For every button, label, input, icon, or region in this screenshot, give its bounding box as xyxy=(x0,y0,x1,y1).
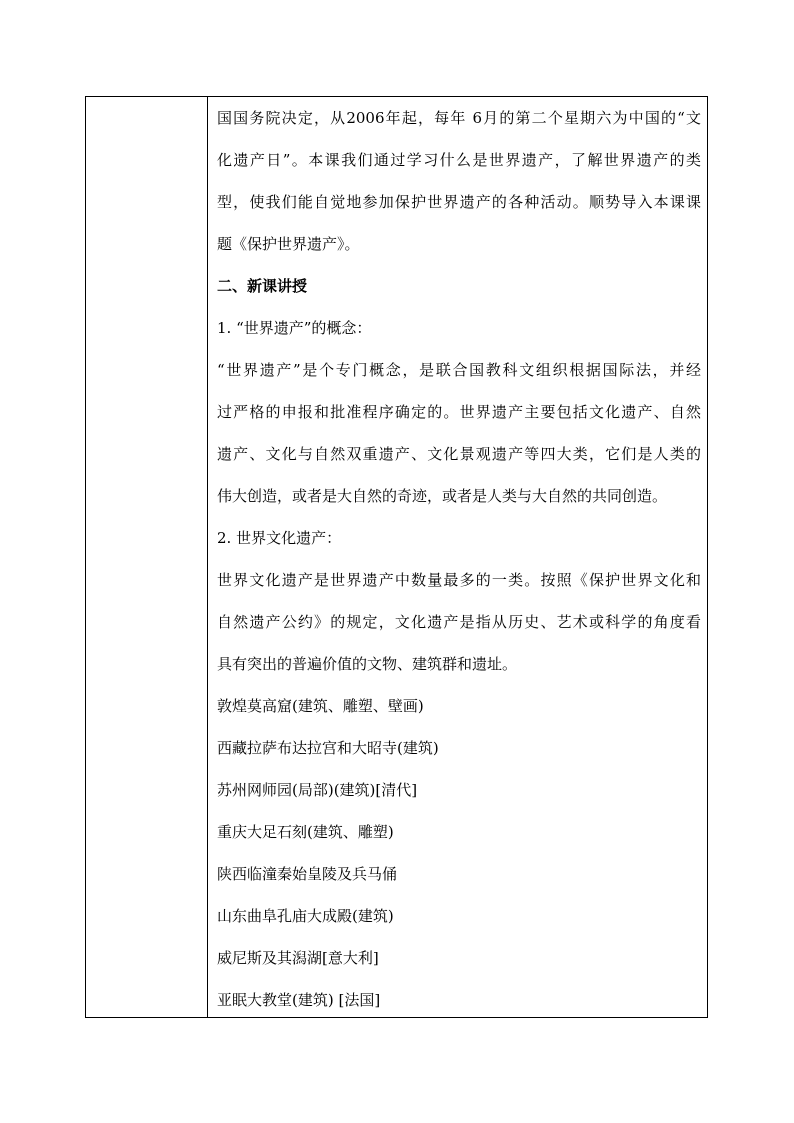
subsection-heading: 1. “世界遗产”的概念： xyxy=(217,319,372,337)
paragraph-line: 过严格的申报和批准程序确定的。世界遗产主要包括文化遗产、自然 xyxy=(217,403,701,421)
lesson-table xyxy=(85,96,708,1018)
heritage-list-item: 威尼斯及其潟湖[意大利] xyxy=(217,949,379,967)
heritage-list-item: 重庆大足石刻(建筑、雕塑) xyxy=(217,823,394,841)
heritage-list-item: 山东曲阜孔庙大成殿(建筑) xyxy=(217,907,394,925)
left-column-cell xyxy=(86,97,208,1017)
paragraph-line: 型，使我们能自觉地参加保护世界遗产的各种活动。顺势导入本课课 xyxy=(217,193,701,211)
paragraph-line: “世界遗产”是个专门概念，是联合国教科文组织根据国际法，并经 xyxy=(217,361,701,379)
section-heading: 二、新课讲授 xyxy=(217,277,308,295)
paragraph-line: 遗产、文化与自然双重遗产、文化景观遗产等四大类，它们是人类的 xyxy=(217,445,701,463)
paragraph-line: 伟大创造，或者是大自然的奇迹，或者是人类与大自然的共同创造。 xyxy=(217,487,668,505)
subsection-heading: 2. 世界文化遗产： xyxy=(217,529,342,547)
paragraph-line: 自然遗产公约》的规定，文化遗产是指从历史、艺术或科学的角度看 xyxy=(217,613,701,631)
heritage-list-item: 陕西临潼秦始皇陵及兵马俑 xyxy=(217,865,398,883)
paragraph-line: 化遗产日”。本课我们通过学习什么是世界遗产，了解世界遗产的类 xyxy=(217,151,701,169)
paragraph-line: 世界文化遗产是世界遗产中数量最多的一类。按照《保护世界文化和 xyxy=(217,571,701,589)
heritage-list-item: 西藏拉萨布达拉宫和大昭寺(建筑) xyxy=(217,739,439,757)
heritage-list-item: 亚眠大教堂(建筑) [法国] xyxy=(217,991,381,1009)
heritage-list-item: 苏州网师园(局部)(建筑)[清代] xyxy=(217,781,418,799)
heritage-list-item: 敦煌莫高窟(建筑、雕塑、壁画) xyxy=(217,697,424,715)
content-cell xyxy=(208,97,707,1017)
paragraph-line: 具有突出的普遍价值的文物、建筑群和遗址。 xyxy=(217,655,518,673)
paragraph-line: 题《保护世界遗产》。 xyxy=(217,235,360,253)
paragraph-line: 国国务院决定，从2006年起，每年 6月的第二个星期六为中国的“文 xyxy=(217,109,701,127)
